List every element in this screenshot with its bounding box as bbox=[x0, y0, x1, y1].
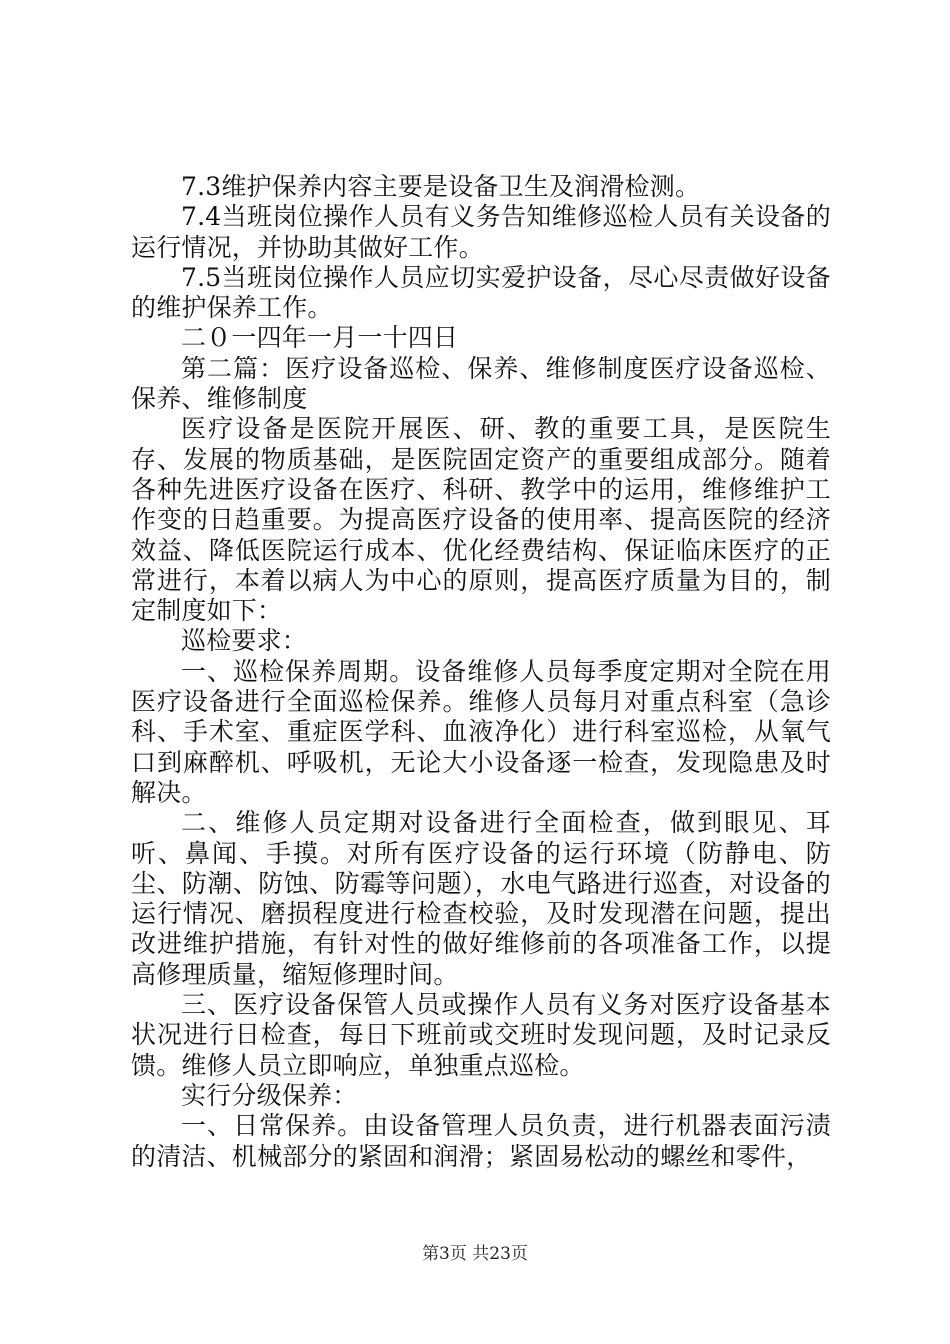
requirement-item-3: 三、医疗设备保管人员或操作人员有义务对医疗设备基本状况进行日检查，每日下班前或交班时发现问题，及时记录反馈。维修人员立即响应，单独重点巡检。 bbox=[131, 990, 831, 1080]
paragraph-7-5: 7.5当班岗位操作人员应切实爱护设备，尽心尽责做好设备的维护保养工作。 bbox=[131, 262, 831, 323]
inspection-requirements-heading: 巡检要求： bbox=[181, 626, 308, 656]
document-body bbox=[131, 172, 831, 1172]
paragraph-7-4: 7.4当班岗位操作人员有义务告知维修巡检人员有关设备的运行情况，并协助其做好工作。 bbox=[131, 202, 831, 262]
graded-maintenance-heading: 实行分级保养： bbox=[181, 1080, 358, 1110]
page-footer: 第3页 共23页 bbox=[422, 1244, 528, 1264]
maintenance-item-1: 一、日常保养。由设备管理人员负责，进行机器表面污渍的清洁、机械部分的紧固和润滑；紧固易松动的螺丝和零件， bbox=[131, 1111, 831, 1171]
requirement-item-2: 二、维修人员定期对设备进行全面检查，做到眼见、耳听、鼻闻、手摸。对所有医疗设备的运行环境（防静电、防尘、防潮、防蚀、防霉等问题），水电气路进行巡查，对设备的运行情况、磨损程度进行检查校验，及时发现潜在问题，提出改进维护措施，有针对性的做好维修前的各项准备工作，以提高修理质量，缩短修理时间。 bbox=[131, 808, 831, 989]
section-heading: 第二篇：医疗设备巡检、保养、维修制度医疗设备巡检、保养、维修制度 bbox=[131, 353, 831, 414]
intro-paragraph: 医疗设备是医院开展医、研、教的重要工具，是医院生存、发展的物质基础，是医院固定资产的重要组成部分。随着各种先进医疗设备在医疗、科研、教学中的运用，维修维护工作变的日趋重要。为提高医疗设备的使用率、提高医院的经济效益、降低医院运行成本、优化经费结构、保证临床医疗的正常进行，本着以病人为中心的原则，提高医疗质量为目的，制定制度如下： bbox=[131, 414, 831, 626]
paragraph-7-3: 7.3维护保养内容主要是设备卫生及润滑检测。 bbox=[181, 172, 701, 201]
requirement-item-1: 一、巡检保养周期。设备维修人员每季度定期对全院在用医疗设备进行全面巡检保养。维修人员每月对重点科室（急诊科、手术室、重症医学科、血液净化）进行科室巡检，从氧气口到麻醉机、呼吸机，无论大小设备逐一检查，发现隐患及时解决。 bbox=[131, 656, 831, 807]
date-line: 二０一四年一月一十四日 bbox=[181, 323, 459, 353]
